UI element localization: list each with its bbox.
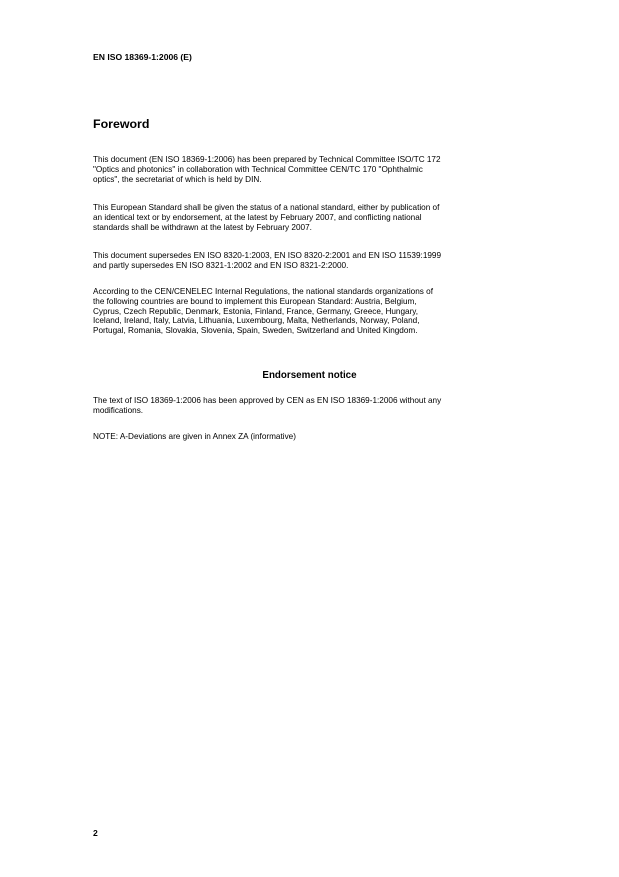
text-line: modifications. <box>93 405 144 415</box>
text-line: The text of ISO 18369-1:2006 has been approved by CEN as EN ISO 18369-1:2006 without any <box>93 396 442 405</box>
page-number: 2 <box>93 828 98 838</box>
endorsement-note <box>93 432 553 442</box>
foreword-paragraph-3 <box>93 251 553 271</box>
text-line: This document (EN ISO 18369-1:2006) has been prepared by Technical Committee ISO/TC 172 <box>93 155 441 164</box>
foreword-paragraph-4 <box>93 287 553 336</box>
text-line: optics", the secretariat of which is held by DIN. <box>93 174 262 184</box>
text-line: According to the CEN/CENELEC Internal Regulations, the national standards organizations of <box>93 287 433 296</box>
endorsement-heading: Endorsement notice <box>262 370 357 381</box>
text-line: This document supersedes EN ISO 8320-1:2003, EN ISO 8320-2:2001 and EN ISO 11539:1999 <box>93 251 442 260</box>
endorsement-paragraph-1 <box>93 396 553 416</box>
text-line: This European Standard shall be given the status of a national standard, either by publication of <box>93 203 440 212</box>
text-line: an identical text or by endorsement, at the latest by February 2007, and conflicting national <box>93 212 422 222</box>
document-code-header: EN ISO 18369-1:2006 (E) <box>93 52 192 62</box>
text-line: Cyprus, Czech Republic, Denmark, Estonia, Finland, France, Germany, Greece, Hungary, <box>93 306 419 316</box>
foreword-paragraph-2 <box>93 203 553 232</box>
text-line: "Optics and photonics" in collaboration with Technical Committee CEN/TC 170 "Ophthalmic <box>93 164 423 174</box>
text-line: NOTE: A-Deviations are given in Annex ZA (informative) <box>93 432 296 441</box>
foreword-paragraph-1 <box>93 155 553 184</box>
text-line: Portugal, Romania, Slovakia, Slovenia, Spain, Sweden, Switzerland and United Kingdom. <box>93 326 418 336</box>
text-line: Iceland, Ireland, Italy, Latvia, Lithuania, Luxembourg, Malta, Netherlands, Norway, Poland, <box>93 316 420 326</box>
text-line: and partly supersedes EN ISO 8321-1:2002 and EN ISO 8321-2:2000. <box>93 260 349 270</box>
text-line: the following countries are bound to implement this European Standard: Austria, Belgium, <box>93 296 417 306</box>
text-line: standards shall be withdrawn at the latest by February 2007. <box>93 222 312 232</box>
foreword-heading: Foreword <box>93 117 150 131</box>
